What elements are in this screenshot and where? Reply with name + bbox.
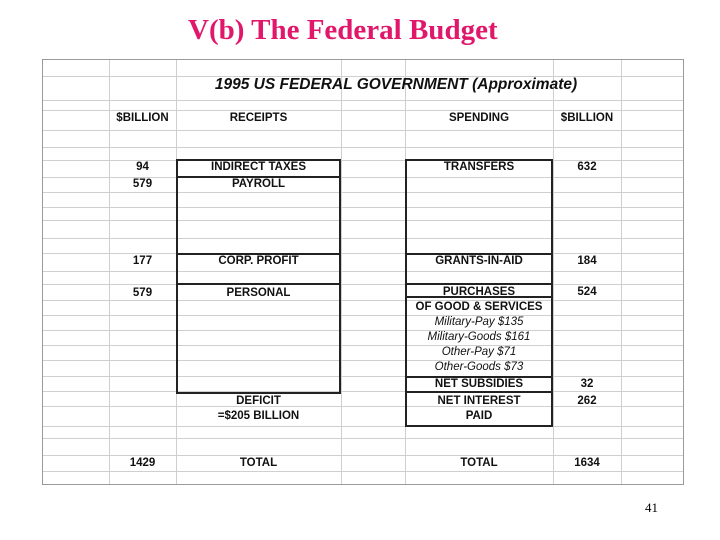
receipt-label-indirect: INDIRECT TAXES	[211, 161, 306, 173]
sheet-heading: 1995 US FEDERAL GOVERNMENT (Approximate)	[214, 76, 578, 93]
receipt-amount-corp: 177	[132, 255, 153, 267]
receipts-box-personal	[176, 283, 341, 394]
purchase-item-military-pay: Military-Pay $135	[434, 316, 524, 328]
purchase-item-other-pay: Other-Pay $71	[441, 346, 517, 358]
receipt-amount-personal: 579	[132, 287, 153, 299]
receipt-amount-indirect: 94	[136, 161, 149, 173]
spending-label-transfers: TRANSFERS	[443, 161, 515, 173]
header-billion-left: $BILLION	[116, 112, 169, 124]
spending-amount-subsidies: 32	[580, 378, 594, 390]
header-billion-right: $BILLION	[560, 112, 614, 124]
spending-amount-transfers: 632	[577, 161, 597, 173]
spending-amount-purchases: 524	[577, 286, 597, 298]
receipt-label-corp: CORP. PROFIT	[218, 255, 299, 267]
header-receipts: RECEIPTS	[229, 112, 288, 124]
spending-amount-interest: 262	[577, 395, 597, 407]
purchase-item-military-goods: Military-Goods $161	[427, 331, 531, 343]
deficit-value: =$205 BILLION	[217, 410, 300, 422]
total-spending-label: TOTAL	[460, 457, 498, 469]
total-receipts-amount: 1429	[129, 457, 156, 469]
spending-label-purchases: PURCHASES	[442, 286, 516, 298]
purchase-item-other-goods: Other-Goods $73	[434, 361, 524, 373]
deficit-label: DEFICIT	[236, 395, 281, 407]
budget-spreadsheet	[42, 59, 684, 485]
spending-amount-grants: 184	[577, 255, 597, 267]
total-receipts-label: TOTAL	[239, 457, 278, 469]
spending-label-purchases-2: OF GOOD & SERVICES	[415, 301, 543, 313]
receipts-box-taxes	[176, 159, 341, 255]
slide-title: V(b) The Federal Budget	[188, 14, 498, 46]
spending-box-transfers	[405, 159, 553, 255]
spending-label-subsidies: NET SUBSIDIES	[434, 378, 524, 390]
spending-label-interest-2: PAID	[465, 410, 493, 422]
receipt-label-payroll: PAYROLL	[231, 178, 286, 190]
header-spending: SPENDING	[448, 112, 510, 124]
spending-label-interest: NET INTEREST	[437, 395, 521, 407]
receipt-label-personal: PERSONAL	[226, 287, 291, 299]
page-number: 41	[645, 500, 658, 515]
total-spending-amount: 1634	[574, 457, 600, 469]
subsidies-divider	[405, 391, 553, 393]
receipt-amount-payroll: 579	[132, 178, 153, 190]
spending-label-grants: GRANTS-IN-AID	[435, 255, 523, 267]
